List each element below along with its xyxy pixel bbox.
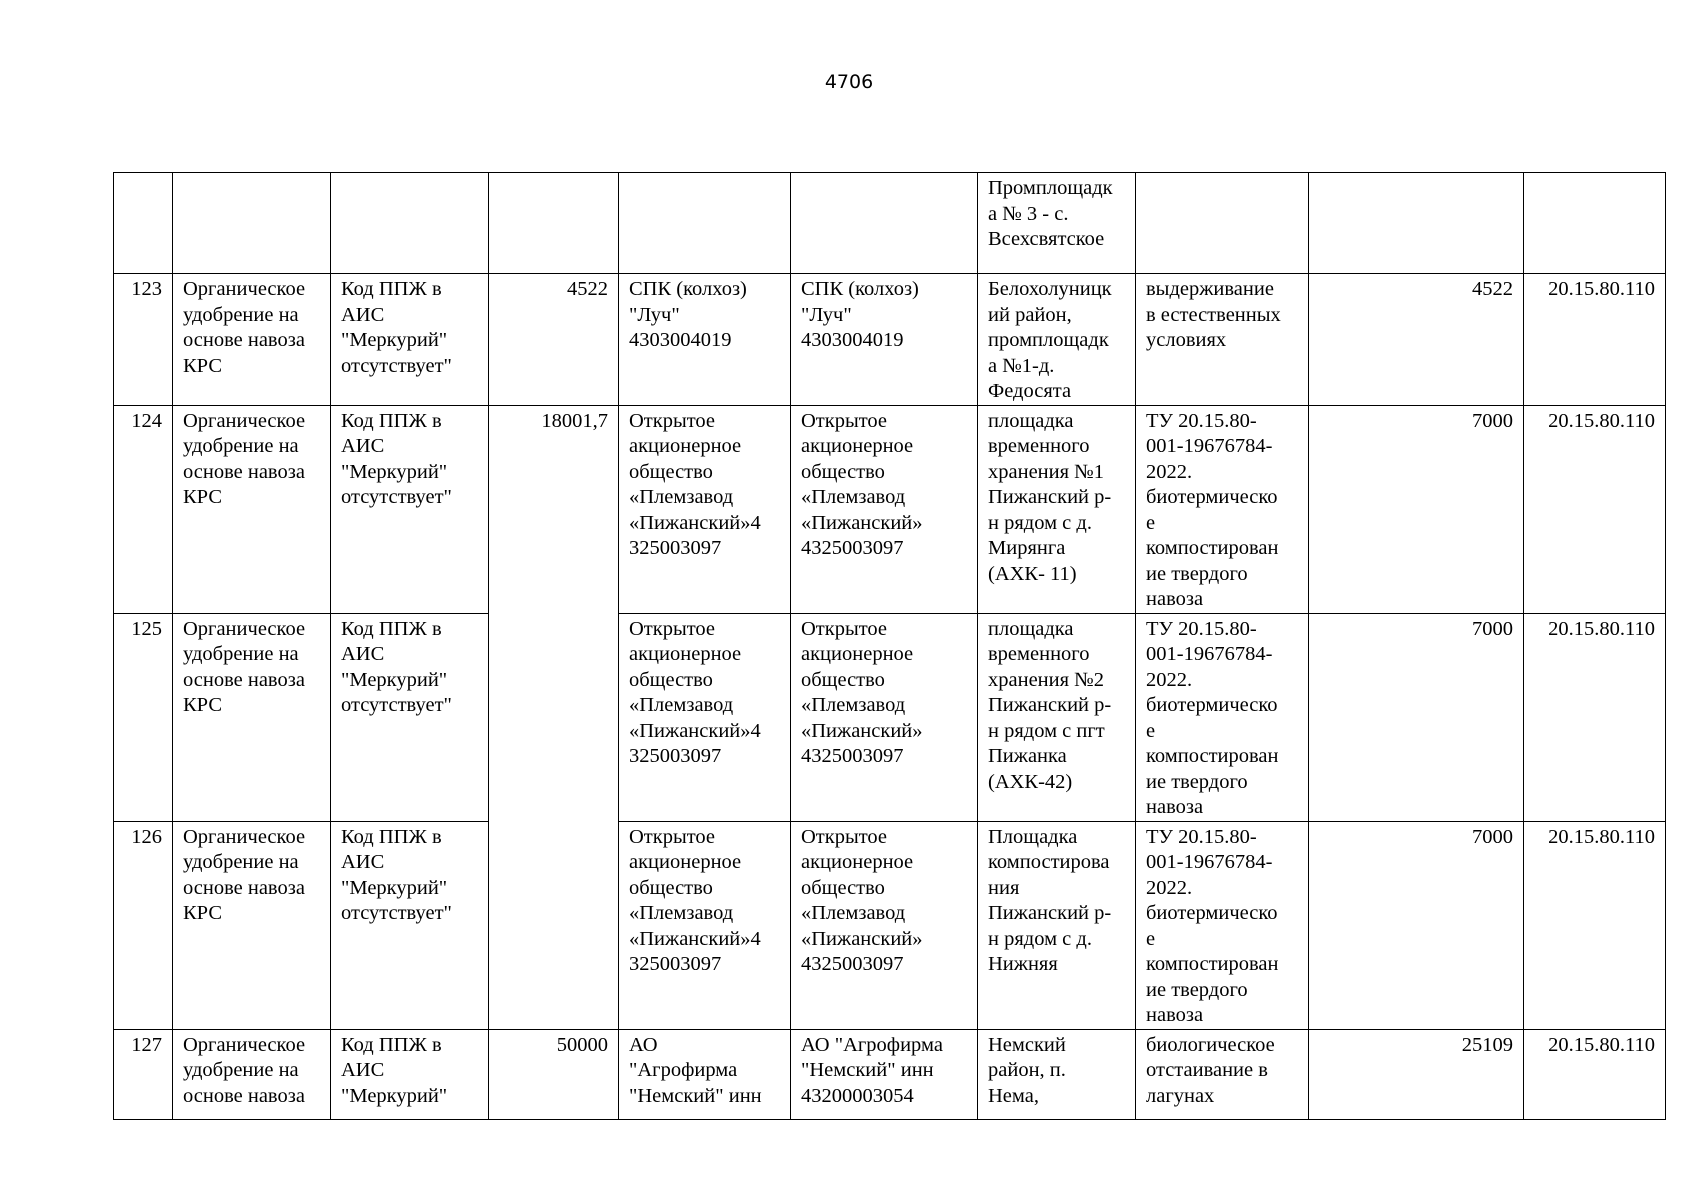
cell-index xyxy=(114,173,173,274)
cell-code: Код ППЖ в АИС "Меркурий" xyxy=(331,1029,489,1119)
cell-volume: 4522 xyxy=(489,274,619,406)
table-row-continuation xyxy=(114,173,1666,274)
cell-name: Органическое удобрение на основе навоза КРС xyxy=(173,821,331,1029)
cell-producer xyxy=(619,173,791,274)
cell-method: ТУ 20.15.80- 001-19676784- 2022. биотермическо е компостирован ие твердого навоза xyxy=(1136,613,1309,821)
cell-amount: 7000 xyxy=(1309,613,1524,821)
cell-amount: 25109 xyxy=(1309,1029,1524,1119)
cell-code xyxy=(331,173,489,274)
cell-okpd: 20.15.80.110 xyxy=(1524,274,1666,406)
cell-name: Органическое удобрение на основе навоза КРС xyxy=(173,405,331,613)
cell-code: Код ППЖ в АИС "Меркурий" отсутствует" xyxy=(331,613,489,821)
cell-index: 127 xyxy=(114,1029,173,1119)
cell-index: 124 xyxy=(114,405,173,613)
cell-address: Площадка компостирова ния Пижанский р- н рядом с д. Нижняя xyxy=(978,821,1136,1029)
cell-producer: Открытое акционерное общество «Племзавод «Пижанский»4 325003097 xyxy=(619,405,791,613)
cell-index: 125 xyxy=(114,613,173,821)
cell-method: ТУ 20.15.80- 001-19676784- 2022. биотермическо е компостирован ие твердого навоза xyxy=(1136,405,1309,613)
cell-volume xyxy=(489,173,619,274)
cell-okpd xyxy=(1524,173,1666,274)
cell-producer: АО "Агрофирма "Немский" инн xyxy=(619,1029,791,1119)
cell-index: 126 xyxy=(114,821,173,1029)
cell-method: выдерживание в естественных условиях xyxy=(1136,274,1309,406)
cell-owner xyxy=(791,173,978,274)
cell-okpd: 20.15.80.110 xyxy=(1524,821,1666,1029)
cell-amount: 4522 xyxy=(1309,274,1524,406)
fertilizer-registry-table xyxy=(113,172,1666,1120)
cell-owner: Открытое акционерное общество «Племзавод «Пижанский» 4325003097 xyxy=(791,405,978,613)
cell-method: ТУ 20.15.80- 001-19676784- 2022. биотермическо е компостирован ие твердого навоза xyxy=(1136,821,1309,1029)
cell-address: Белохолуницк ий район, промплощадк а №1-д. Федосята xyxy=(978,274,1136,406)
cell-owner: АО "Агрофирма "Немский" инн 43200003054 xyxy=(791,1029,978,1119)
cell-address: Немский район, п. Нема, xyxy=(978,1029,1136,1119)
cell-amount: 7000 xyxy=(1309,821,1524,1029)
cell-owner: Открытое акционерное общество «Племзавод «Пижанский» 4325003097 xyxy=(791,613,978,821)
cell-name: Органическое удобрение на основе навоза КРС xyxy=(173,613,331,821)
table-row xyxy=(114,405,1666,613)
cell-address: площадка временного хранения №1 Пижанский р- н рядом с д. Мирянга (АХК- 11) xyxy=(978,405,1136,613)
cell-volume: 18001,7 xyxy=(489,405,619,1029)
cell-amount xyxy=(1309,173,1524,274)
cell-producer: Открытое акционерное общество «Племзавод «Пижанский»4 325003097 xyxy=(619,613,791,821)
cell-owner: СПК (колхоз) "Луч" 4303004019 xyxy=(791,274,978,406)
cell-code: Код ППЖ в АИС "Меркурий" отсутствует" xyxy=(331,274,489,406)
page-number: 4706 xyxy=(824,71,874,93)
cell-name xyxy=(173,173,331,274)
cell-okpd: 20.15.80.110 xyxy=(1524,613,1666,821)
cell-name: Органическое удобрение на основе навоза КРС xyxy=(173,274,331,406)
cell-okpd: 20.15.80.110 xyxy=(1524,1029,1666,1119)
cell-method xyxy=(1136,173,1309,274)
table-row xyxy=(114,821,1666,1029)
table-row xyxy=(114,613,1666,821)
cell-method: биологическое отстаивание в лагунах xyxy=(1136,1029,1309,1119)
cell-index: 123 xyxy=(114,274,173,406)
cell-code: Код ППЖ в АИС "Меркурий" отсутствует" xyxy=(331,405,489,613)
cell-code: Код ППЖ в АИС "Меркурий" отсутствует" xyxy=(331,821,489,1029)
cell-okpd: 20.15.80.110 xyxy=(1524,405,1666,613)
cell-amount: 7000 xyxy=(1309,405,1524,613)
table-row xyxy=(114,1029,1666,1119)
cell-owner: Открытое акционерное общество «Племзавод «Пижанский» 4325003097 xyxy=(791,821,978,1029)
cell-producer: СПК (колхоз) "Луч" 4303004019 xyxy=(619,274,791,406)
cell-name: Органическое удобрение на основе навоза xyxy=(173,1029,331,1119)
cell-address: площадка временного хранения №2 Пижанский р- н рядом с пгт Пижанка (АХК-42) xyxy=(978,613,1136,821)
cell-address: Промплощадк а № 3 - с. Всехсвятское xyxy=(978,173,1136,274)
cell-producer: Открытое акционерное общество «Племзавод «Пижанский»4 325003097 xyxy=(619,821,791,1029)
table-row xyxy=(114,274,1666,406)
cell-volume: 50000 xyxy=(489,1029,619,1119)
